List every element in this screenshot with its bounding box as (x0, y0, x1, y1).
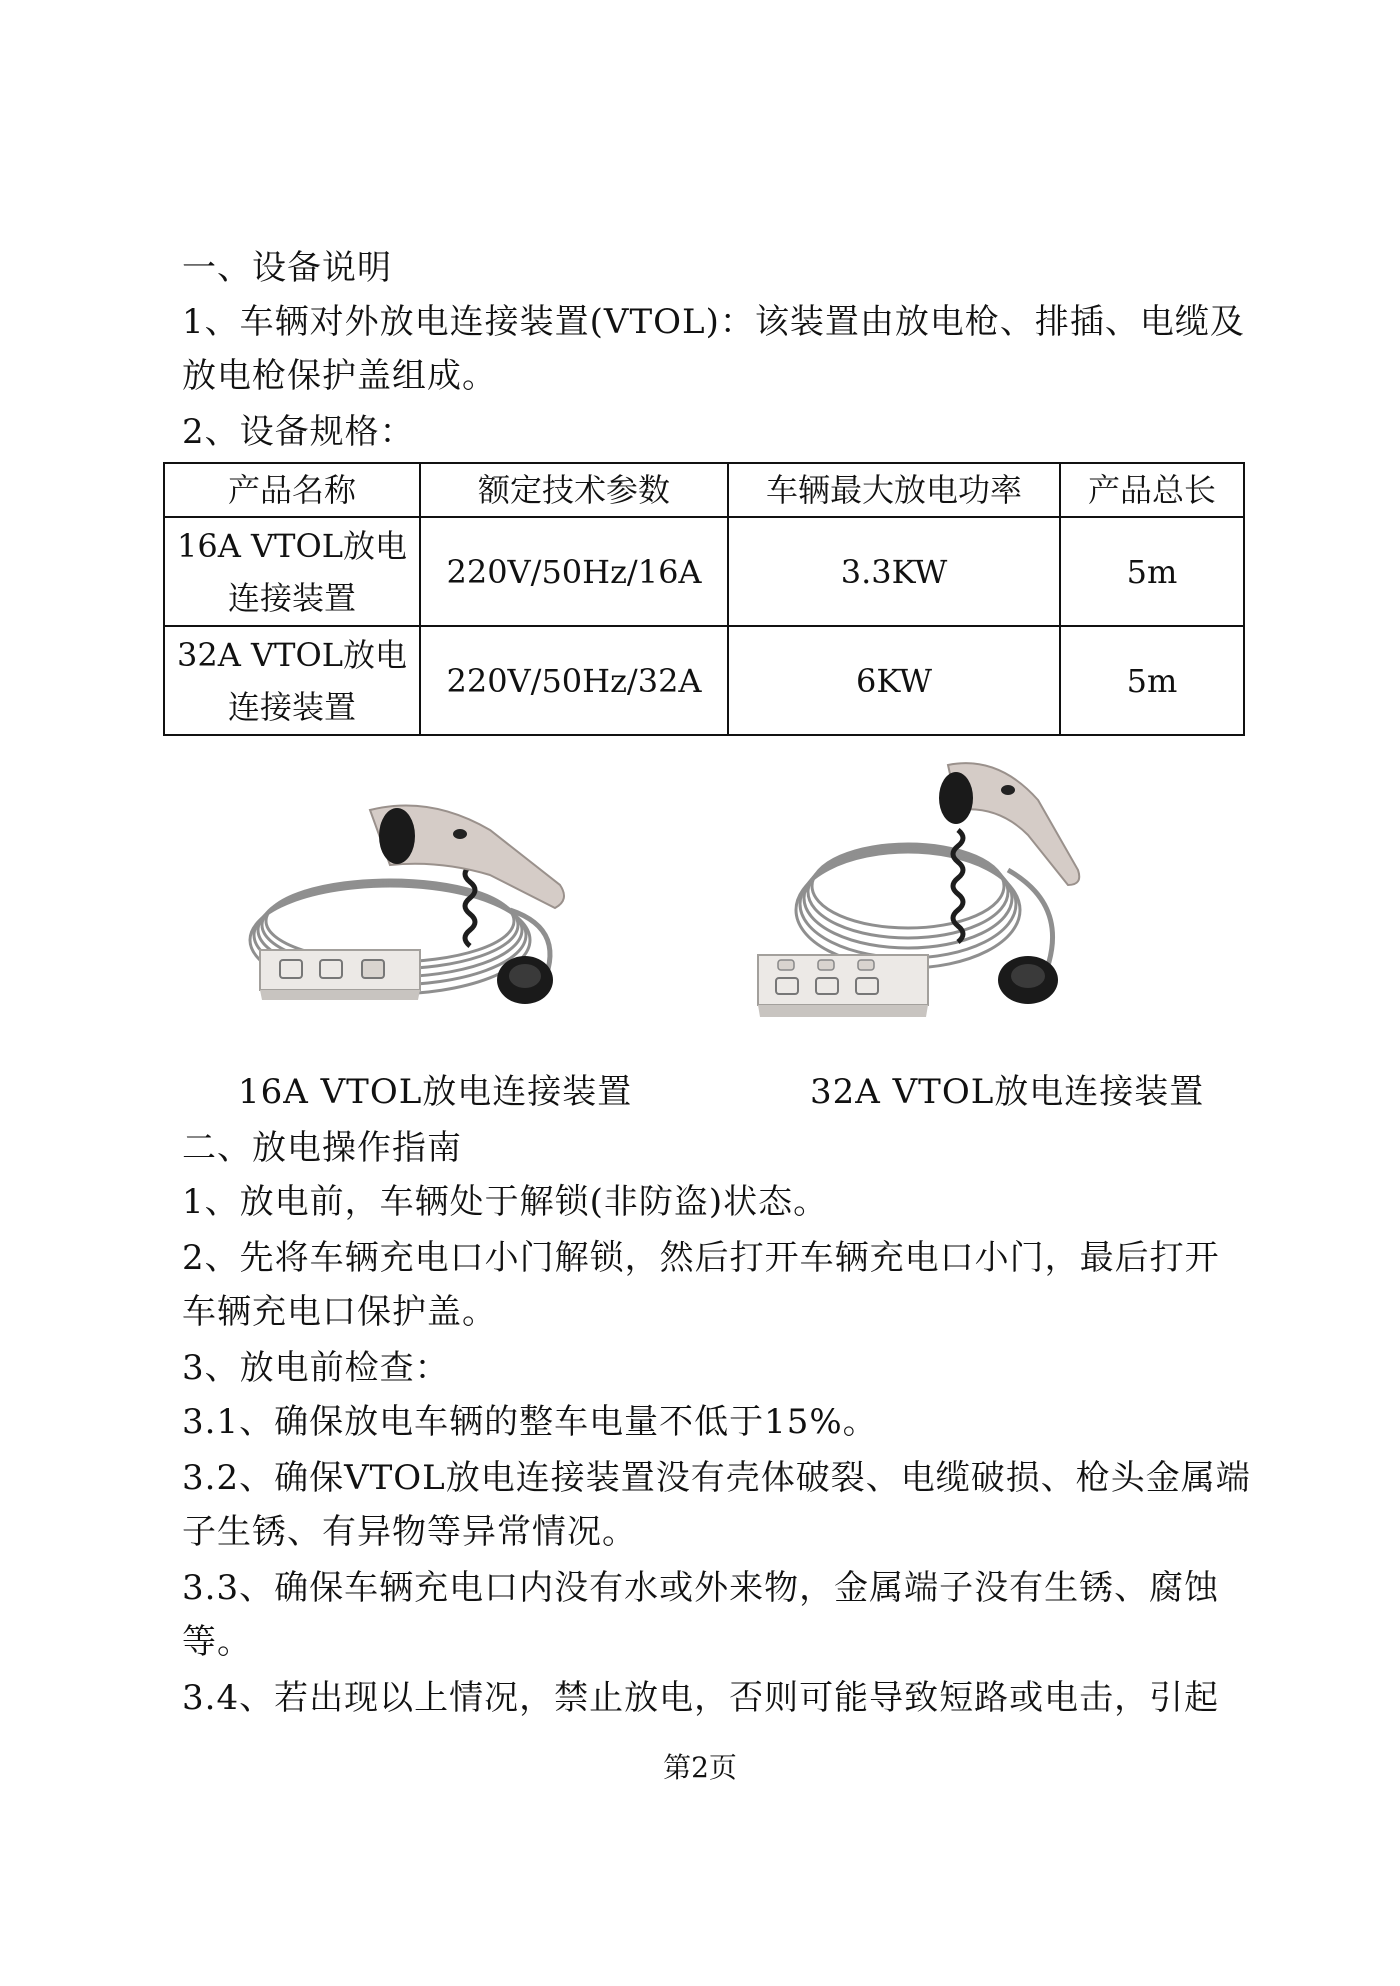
strap-spiral (953, 830, 963, 942)
cable-coil (796, 844, 1020, 968)
product-caption-16a: 16A VTOL放电连接装置 (238, 1072, 633, 1112)
protective-cap (998, 956, 1058, 1004)
section2-heading: 二、放电操作指南 (182, 1128, 462, 1168)
cell-rated-params: 220V/50Hz/32A (420, 626, 728, 735)
table-row (164, 517, 1244, 626)
section2-step3-2-line1: 3.2、确保VTOL放电连接装置没有壳体破裂、电缆破损、枪头金属端 (182, 1458, 1251, 1498)
cell-product-name-line2: 连接装置 (227, 578, 356, 617)
section2-step3-2-line2: 子生锈、有异物等异常情况。 (182, 1512, 637, 1552)
table-row (164, 626, 1244, 735)
cell-product-name (164, 517, 420, 626)
section1-heading: 一、设备说明 (182, 248, 392, 288)
product-caption-32a: 32A VTOL放电连接装置 (810, 1072, 1205, 1112)
section2-step2-line2: 车辆充电口保护盖。 (182, 1292, 497, 1332)
protective-cap (497, 956, 553, 1004)
cell-max-power: 3.3KW (728, 517, 1060, 626)
section2-step1: 1、放电前，车辆处于解锁(非防盗)状态。 (182, 1182, 829, 1222)
power-strip (260, 950, 420, 1000)
spec-table (163, 462, 1245, 736)
product-image-16a (240, 790, 600, 1030)
spec-table-header-row (164, 463, 1244, 517)
section1-item1-line1: 1、车辆对外放电连接装置(VTOL)：该装置由放电枪、排插、电缆及 (182, 302, 1245, 342)
cell-product-name-line2: 连接装置 (227, 687, 356, 726)
section2-step3-4-line1: 3.4、若出现以上情况，禁止放电，否则可能导致短路或电击，引起 (182, 1678, 1220, 1718)
cell-rated-params: 220V/50Hz/16A (420, 517, 728, 626)
cell-product-name-line1: 16A VTOL放电 (177, 526, 407, 565)
product-image-32a (748, 760, 1128, 1030)
section2-step3-3-line1: 3.3、确保车辆充电口内没有水或外来物，金属端子没有生锈、腐蚀 (182, 1568, 1220, 1608)
header-rated-params: 额定技术参数 (420, 463, 728, 517)
cell-total-length: 5m (1060, 517, 1244, 626)
cell-total-length: 5m (1060, 626, 1244, 735)
section1-item2: 2、设备规格： (182, 412, 415, 452)
section2-step3: 3、放电前检查： (182, 1348, 450, 1388)
cell-product-name-line1: 32A VTOL放电 (177, 635, 407, 674)
header-max-power: 车辆最大放电功率 (728, 463, 1060, 517)
cell-max-power: 6KW (728, 626, 1060, 735)
section2-step3-3-line2: 等。 (182, 1622, 252, 1662)
section2-step3-1: 3.1、确保放电车辆的整车电量不低于15%。 (182, 1402, 878, 1442)
header-total-length: 产品总长 (1060, 463, 1244, 517)
header-product-name: 产品名称 (164, 463, 420, 517)
power-strip (758, 955, 928, 1017)
cell-product-name (164, 626, 420, 735)
section2-step2-line1: 2、先将车辆充电口小门解锁，然后打开车辆充电口小门，最后打开 (182, 1238, 1220, 1278)
section1-item1-line2: 放电枪保护盖组成。 (182, 356, 497, 396)
page-number: 第2页 (663, 1751, 737, 1784)
